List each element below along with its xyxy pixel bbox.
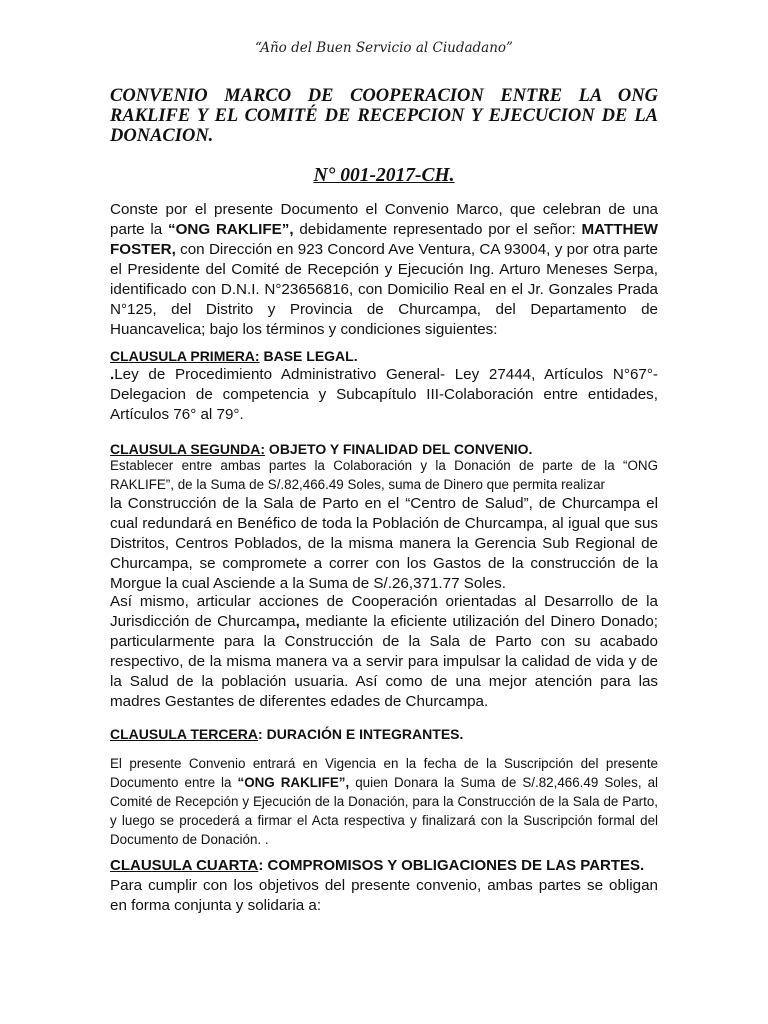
clausula-tercera-text-1: El presente Convenio entrará en Vigencia en la fecha de la Suscripción del presente Documento entre la <box>110 756 658 790</box>
clausula-cuarta-heading <box>110 857 658 874</box>
clausula-segunda-p2 <box>110 592 658 712</box>
representative-name: MATTHEW FOSTER, <box>110 221 658 258</box>
clausula-tercera-text <box>110 754 658 849</box>
clausula-segunda-p1b: la Construcción de la Sala de Parto en el “Centro de Salud”, de Churcampa el cual redundará en Benéfico de toda la Población de Churcampa, al igual que sus Distritos, Centros Poblados, de la misma manera la Gerencia Sub Regional de Churcampa, se compromete a correr con los Gastos de la construcción de la Morgue la cual Asciende a la Suma de S/.26,371.77 Soles. <box>110 495 658 592</box>
ong-name-2: “ONG RAKLIFE”, <box>237 775 350 790</box>
clausula-segunda-p2-text-a: Así mismo, articular acciones de Cooperación orientadas al Desarrollo de la Jurisdicción de Churcampa <box>110 593 658 630</box>
clausula-segunda-label: CLAUSULA SEGUNDA: <box>110 441 266 457</box>
clausula-tercera-text-2: quien Donara la Suma de S/.82,466.49 Soles, al Comité de Recepción y Ejecución de la Donación, para la Construcción de la Sala de Parto, y luego se procederá a firmar el Acta respectiva y finalizará con la Suscripción formal del Documento de Donación. . <box>110 775 658 847</box>
bullet-dot: . <box>110 366 115 383</box>
bold-comma: , <box>295 613 300 630</box>
document-number: N° 001-2017-CH. <box>313 165 455 186</box>
clausula-cuarta-title: : COMPROMISOS Y OBLIGACIONES DE LAS PARTES. <box>258 857 645 874</box>
clausula-primera-label: CLAUSULA PRIMERA: <box>110 348 260 364</box>
clausula-cuarta-text: Para cumplir con los objetivos del presente convenio, ambas partes se obligan en forma conjunta y solidaria a: <box>110 877 658 914</box>
document-title: CONVENIO MARCO DE COOPERACION ENTRE LA ONG RAKLIFE Y EL COMITÉ DE RECEPCION Y EJECUCION DE LA DONACION. <box>110 86 658 146</box>
document-motto: “Año del Buen Servicio al Ciudadano” <box>255 40 513 56</box>
intro-text-2: debidamente representado por el señor: <box>293 221 582 238</box>
clausula-tercera-heading <box>110 726 658 742</box>
intro-text-1: Conste por el presente Documento el Convenio Marco, que celebran de una parte la <box>110 201 658 238</box>
clausula-cuarta-label: CLAUSULA CUARTA <box>110 857 259 874</box>
clausula-primera-body: Ley de Procedimiento Administrativo General- Ley 27444, Artículos N°67°- Delegacion de competencia y Subcapítulo III-Colaboración entre entidades, Artículos 76° al 79°. <box>110 366 658 423</box>
clausula-tercera-label: CLAUSULA TERCERA <box>110 726 259 742</box>
clausula-primera-title: BASE LEGAL. <box>259 348 358 364</box>
clausula-primera-text <box>110 365 658 425</box>
clausula-segunda-heading <box>110 441 658 457</box>
clausula-primera-heading <box>110 348 658 364</box>
clausula-segunda-p2-text-b: mediante la eficiente utilización del Dinero Donado; particularmente para la Construcción de la Sala de Parto con su acabado respectivo, de la misma manera va a servir para impulsar la calidad de vida y de la Salud de la población usuaria. Así como de una mejor atención para las madres Gestantes de diferentes edades de Churcampa. <box>110 613 658 710</box>
clausula-segunda-p1a: Establecer entre ambas partes la Colaboración y la Donación de parte de la “ONG RAKLIFE”, de la Suma de S/.82,466.49 Soles, suma de Dinero que permita realizar <box>110 458 658 492</box>
clausula-tercera-title: : DURACIÓN E INTEGRANTES. <box>258 726 464 742</box>
intro-text-3: con Dirección en 923 Concord Ave Ventura, CA 93004, y por otra parte el Presidente del Comité de Recepción y Ejecución Ing. Arturo Meneses Serpa, identificado con D.N.I. N°23656816, con Domicilio Real en el Jr. Gonzales Prada N°125, del Distrito y Provincia de Churcampa, del Departamento de Huancavelica; bajo los términos y condiciones siguientes: <box>110 241 658 338</box>
clausula-segunda-title: OBJETO Y FINALIDAD DEL CONVENIO. <box>265 441 533 457</box>
intro-paragraph <box>110 200 658 340</box>
ong-name: “ONG RAKLIFE”, <box>167 221 294 238</box>
